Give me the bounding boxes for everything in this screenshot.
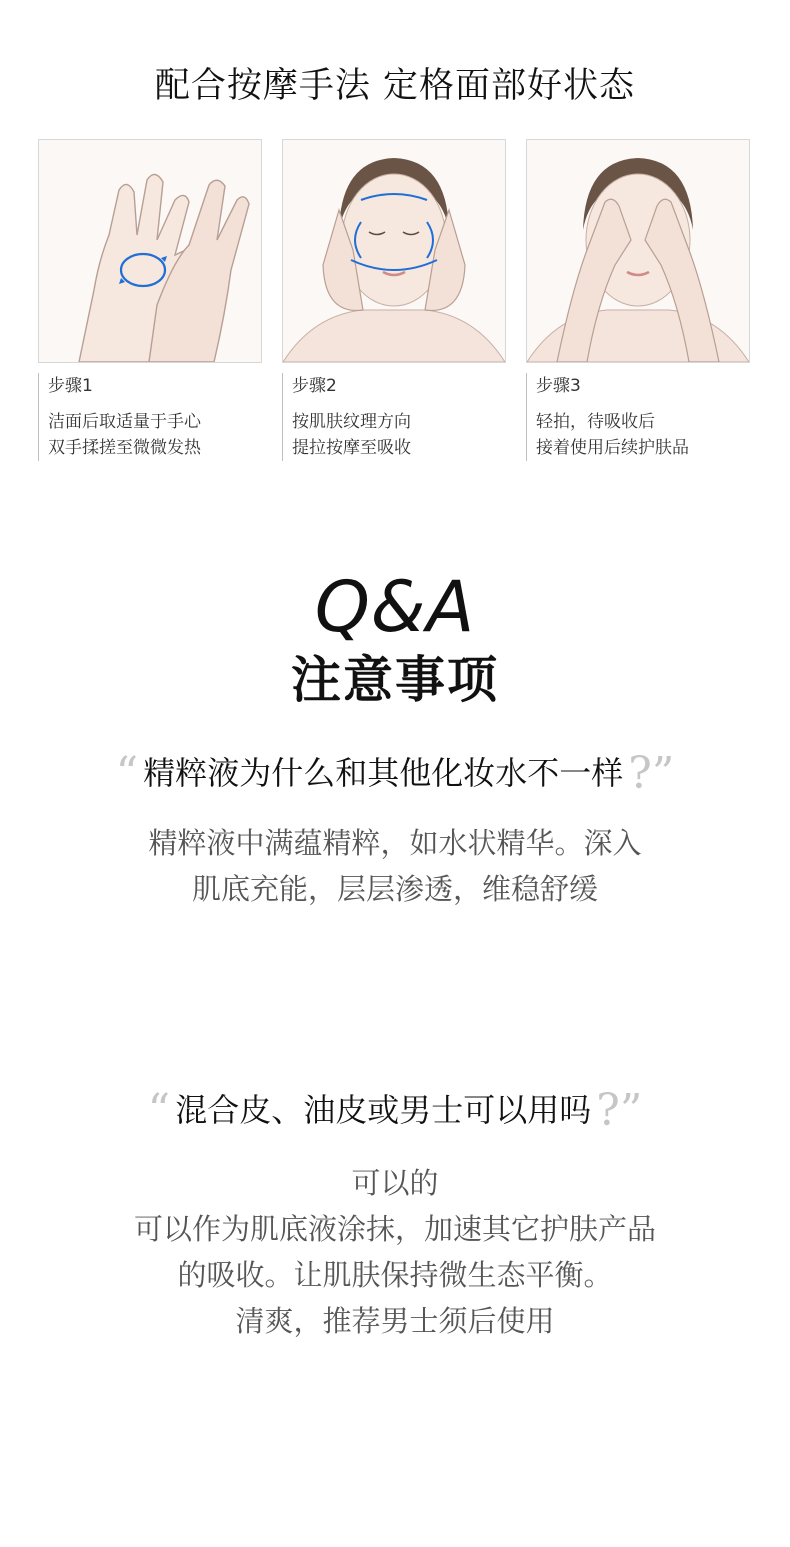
open-quote-icon: “	[147, 1085, 171, 1136]
open-quote-icon: “	[115, 748, 139, 799]
step-line: 双手揉搓至微微发热	[48, 438, 201, 458]
face-pat-icon	[526, 139, 750, 363]
step-line: 接着使用后续护肤品	[536, 438, 689, 458]
step-3	[526, 139, 750, 461]
question-1	[0, 748, 790, 799]
step-2	[282, 139, 506, 461]
steps-section	[38, 139, 752, 469]
answer-1	[0, 820, 790, 912]
step-3-text	[526, 373, 750, 461]
answer-line: 清爽，推荐男士须后使用	[235, 1304, 555, 1338]
qa-title: Q&A	[314, 566, 476, 648]
headline: 配合按摩手法 定格面部好状态	[154, 66, 636, 106]
step-line: 轻拍，待吸收后	[536, 412, 655, 432]
step-line: 按肌肤纹理方向	[292, 412, 411, 432]
answer-line: 肌底充能，层层渗透，维稳舒缓	[191, 872, 598, 906]
step-line: 提拉按摩至吸收	[292, 438, 411, 458]
face-massage-icon	[282, 139, 506, 363]
answer-line: 的吸收。让肌肤保持微生态平衡。	[177, 1258, 613, 1292]
step-1-text	[38, 373, 262, 461]
answer-line: 精粹液中满蕴精粹，如水状精华。深入	[148, 826, 642, 860]
question-text: 精粹液为什么和其他化妆水不一样	[143, 754, 624, 792]
step-1	[38, 139, 262, 461]
question-mark-quote-icon: ?”	[628, 748, 675, 799]
answer-line: 可以作为肌底液涂抹，加速其它护肤产品	[133, 1212, 656, 1246]
step-title: 步骤2	[292, 376, 337, 396]
notice-title: 注意事项	[291, 651, 499, 709]
step-2-text	[282, 373, 506, 461]
question-text: 混合皮、油皮或男士可以用吗	[175, 1091, 592, 1129]
answer-line: 可以的	[351, 1166, 439, 1200]
step-title: 步骤3	[536, 376, 581, 396]
answer-2	[0, 1160, 790, 1344]
question-mark-quote-icon: ?”	[596, 1085, 643, 1136]
hands-rubbing-icon	[38, 139, 262, 363]
question-2	[0, 1085, 790, 1136]
step-title: 步骤1	[48, 376, 93, 396]
step-line: 洁面后取适量于手心	[48, 412, 201, 432]
